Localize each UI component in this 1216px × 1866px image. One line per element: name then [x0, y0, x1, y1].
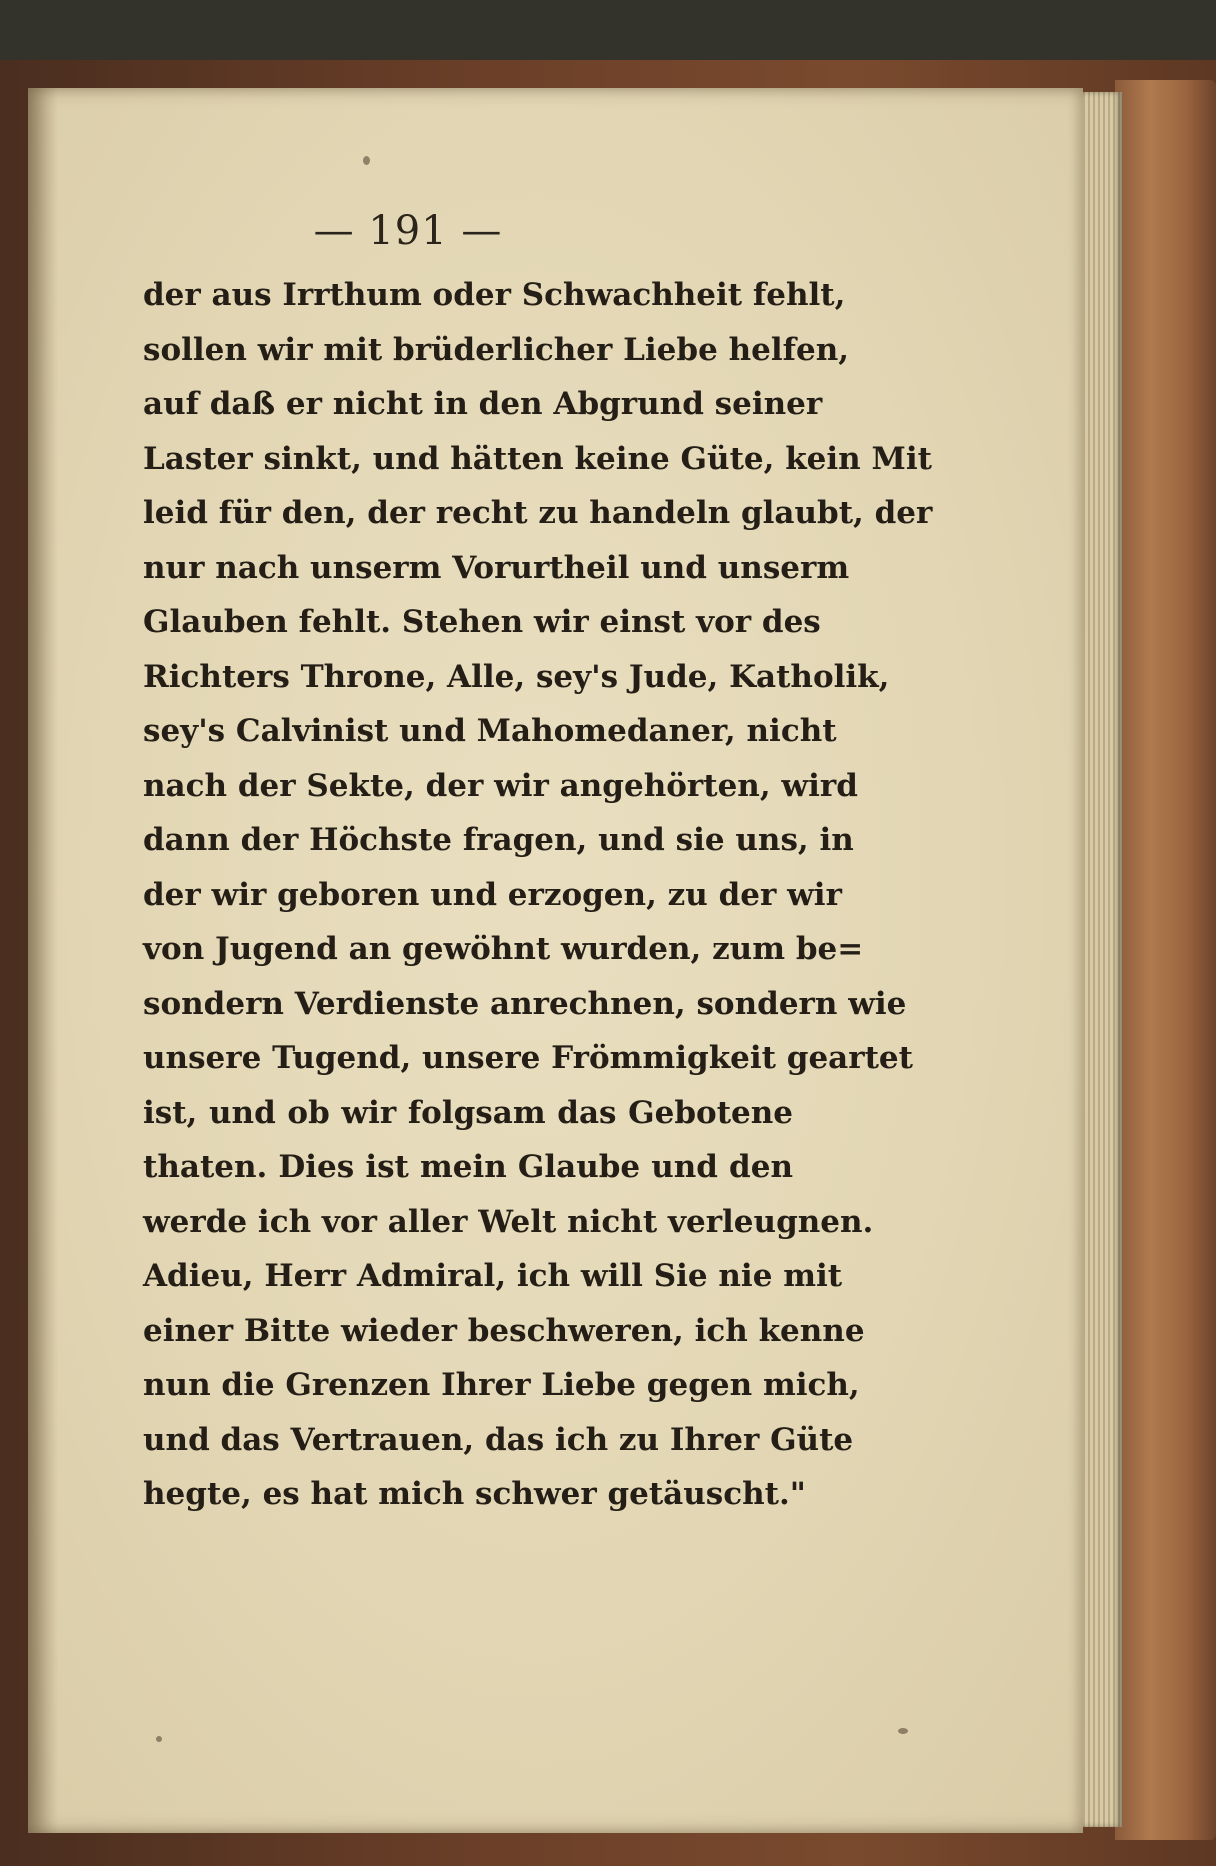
text-line: werde ich vor aller Welt nicht verleugnen. [143, 1203, 874, 1240]
cover-edge [1115, 80, 1216, 1840]
text-line: nur nach unserm Vorurtheil und unserm [143, 549, 850, 586]
paper-speck [898, 1728, 908, 1734]
text-line: ist, und ob wir folgsam das Gebotene [143, 1094, 793, 1131]
text-line: der aus Irrthum oder Schwachheit fehlt, [143, 277, 846, 313]
text-line: nach der Sekte, der wir angehörten, wird [143, 767, 858, 804]
paper-speck [156, 1736, 162, 1742]
text-line: sollen wir mit brüderlicher Liebe helfen, [143, 331, 850, 368]
text-line: auf daß er nicht in den Abgrund seiner [143, 386, 823, 422]
text-line: dann der Höchste fragen, und sie uns, in [143, 822, 854, 858]
book-page [28, 88, 1083, 1833]
text-line: hegte, es hat mich schwer getäuscht." [143, 1476, 806, 1512]
page-number: — 191 — [313, 208, 503, 254]
text-line: einer Bitte wieder beschweren, ich kenne [143, 1312, 865, 1349]
text-line: leid für den, der recht zu handeln glaubt, der [143, 495, 933, 531]
text-line: Glauben fehlt. Stehen wir einst vor des [143, 604, 821, 640]
text-line: thaten. Dies ist mein Glaube und den [143, 1149, 793, 1185]
paper-speck [363, 156, 370, 165]
text-line: sey's Calvinist und Mahomedaner, nicht [143, 713, 837, 749]
text-line: Richters Throne, Alle, sey's Jude, Katholik, [143, 658, 890, 695]
gutter-shadow [28, 88, 58, 1833]
text-line: Laster sinkt, und hätten keine Güte, kein Mit [143, 440, 932, 477]
text-line: und das Vertrauen, das ich zu Ihrer Güte [143, 1421, 854, 1458]
body-text [143, 268, 933, 1522]
text-line: nun die Grenzen Ihrer Liebe gegen mich, [143, 1367, 860, 1403]
text-line: der wir geboren und erzogen, zu der wir [143, 876, 842, 913]
text-line: sondern Verdienste anrechnen, sondern wie [143, 985, 907, 1022]
text-line: unsere Tugend, unsere Frömmigkeit geartet [143, 1040, 913, 1076]
text-line: Adieu, Herr Admiral, ich will Sie nie mit [143, 1258, 843, 1294]
text-line: von Jugend an gewöhnt wurden, zum be= [143, 931, 864, 967]
